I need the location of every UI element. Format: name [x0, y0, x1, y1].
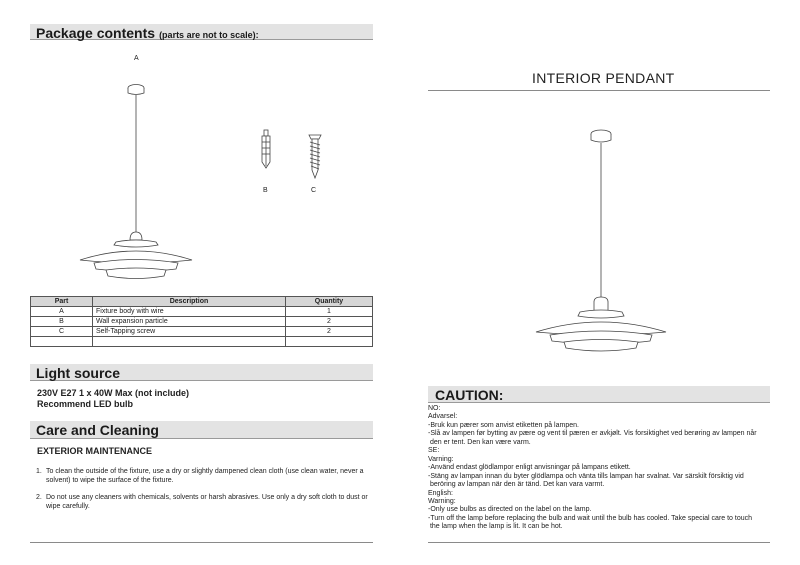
caution-line: beröring av lampan när den är tänd. Det kan vara varmt. [428, 481, 605, 489]
table-cell: Self-Tapping screw [93, 327, 286, 337]
table-cell: 1 [286, 307, 373, 317]
caution-line: -Stäng av lampan innan du byter glödlampa och vänta tills lampan har svalnat. Var särskilt försiktig vid [428, 472, 744, 480]
part-label-a: A [134, 55, 139, 62]
table-cell: B [31, 317, 93, 327]
care-item-2 [36, 494, 374, 511]
table-row [31, 307, 373, 317]
care-item-1-text: To clean the outside of the fixture, use a dry or slightly dampened clean cloth (use clean water, never a solvent) to wipe the surface of the fixture. [46, 468, 364, 484]
caution-line: English: [428, 489, 453, 497]
table-row [31, 337, 373, 347]
col-quantity: Quantity [286, 297, 373, 307]
table-cell [286, 337, 373, 347]
title-underline [428, 90, 770, 91]
care-item-1-number: 1. [36, 468, 42, 475]
caution-line: Advarsel: [428, 413, 458, 421]
table-cell: 2 [286, 317, 373, 327]
right-bottom-rule [428, 542, 770, 543]
table-cell [93, 337, 286, 347]
caution-line: Varning: [428, 455, 454, 463]
table-cell: Wall expansion particle [93, 317, 286, 327]
care-item-2-text: Do not use any cleaners with chemicals, solvents or harsh abrasives. Use only a dry soft cloth to dust or wipe carefully. [46, 494, 368, 510]
left-bottom-rule [30, 542, 373, 543]
exterior-maintenance-subtitle: EXTERIOR MAINTENANCE [37, 446, 153, 456]
table-cell: A [31, 307, 93, 317]
caution-header [428, 386, 770, 403]
part-label-c: C [311, 187, 317, 194]
light-source-title: Light source [36, 365, 121, 381]
light-source-recommendation: Recommend LED bulb [37, 399, 134, 409]
table-cell: Fixture body with wire [93, 307, 286, 317]
care-cleaning-title: Care and Cleaning [36, 422, 159, 438]
caution-text [428, 405, 774, 532]
screw-icon [306, 132, 324, 180]
caution-title: CAUTION: [435, 387, 504, 403]
package-contents-note: (parts are not to scale): [159, 30, 259, 40]
table-cell [31, 337, 93, 347]
document-title: INTERIOR PENDANT [532, 70, 675, 86]
package-contents-title: Package contents [36, 25, 156, 41]
table-row [31, 327, 373, 337]
caution-line: the lamp when the lamp is lit. It can be hot. [428, 523, 563, 531]
light-source-header [30, 364, 373, 381]
light-source-spec: 230V E27 1 x 40W Max (not include) [37, 388, 190, 398]
pendant-lamp-illustration [532, 126, 670, 356]
table-cell: C [31, 327, 93, 337]
caution-line: -Turn off the lamp before replacing the bulb and wait until the bulb has cooled. Take special care to touch [428, 514, 753, 522]
caution-line: -Only use bulbs as directed on the label on the lamp. [428, 506, 592, 514]
package-contents-header [30, 24, 373, 40]
table-cell: 2 [286, 327, 373, 337]
col-part: Part [31, 297, 93, 307]
wall-anchor-icon [258, 128, 274, 172]
col-description: Description [93, 297, 286, 307]
table-header-row [31, 297, 373, 307]
caution-line: den er tent. Den kan være varm. [428, 438, 531, 446]
part-label-b: B [263, 187, 268, 194]
care-item-2-number: 2. [36, 494, 42, 501]
pendant-lamp-illustration [76, 80, 196, 285]
caution-line: -Använd endast glödlampor enligt anvisningar på lampans etikett. [428, 464, 631, 472]
caution-line: SE: [428, 447, 440, 455]
caution-line: -Bruk kun pærer som anvist etiketten på lampen. [428, 421, 579, 429]
care-item-1 [36, 468, 374, 485]
parts-table [30, 296, 373, 347]
table-row [31, 317, 373, 327]
caution-line: NO: [428, 405, 441, 412]
caution-line: -Slå av lampen før bytting av pære og vent til pæren er avkjølt. Vis forsiktighet ved berøring av lampen når [428, 430, 757, 438]
caution-line: Warning: [428, 497, 456, 505]
care-cleaning-header [30, 421, 373, 439]
